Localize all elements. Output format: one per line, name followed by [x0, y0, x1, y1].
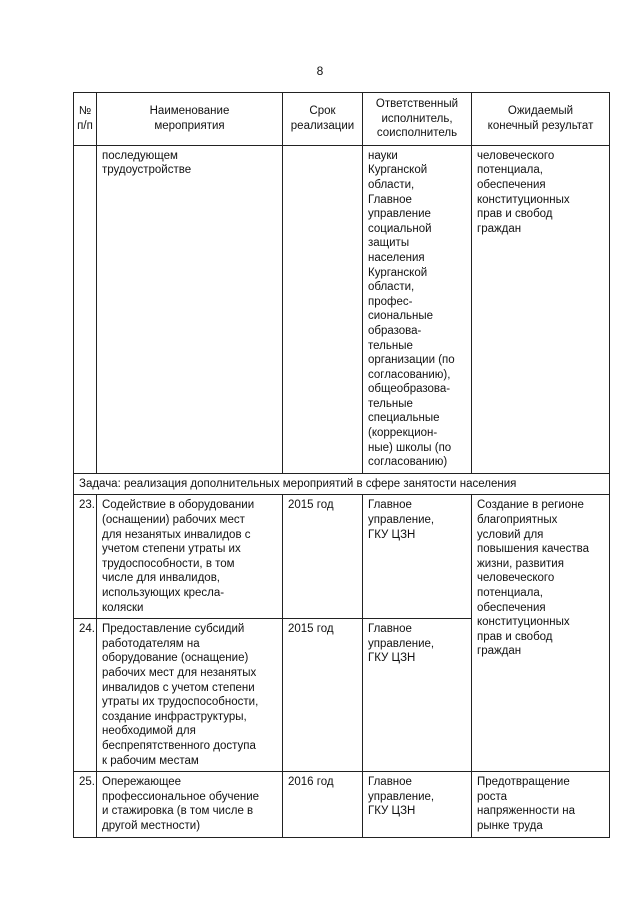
- row-23-executor: Главное управление, ГКУ ЦЗН: [363, 495, 472, 619]
- table-row-continuation: [74, 145, 610, 473]
- header-term: Срок реализации: [283, 93, 363, 146]
- row-25-result: Предотвращение роста напряженности на рынке труда: [472, 772, 610, 837]
- row-25-executor: Главное управление, ГКУ ЦЗН: [363, 772, 472, 837]
- cont-result-cell: человеческого потенциала, обеспечения конституционных прав и свобод граждан: [472, 145, 610, 473]
- table-row-23: [74, 495, 610, 619]
- cont-num-cell: [74, 145, 97, 473]
- row-25-name: Опережающее профессиональное обучение и стажировка (в том числе в другой местности): [97, 772, 283, 837]
- row-23-term: 2015 год: [283, 495, 363, 619]
- row-23-name: Содействие в оборудовании (оснащении) рабочих мест для незанятых инвалидов с учетом степени утраты их трудоспособности, в том числе для инвалидов, использующих кресла- коляски: [97, 495, 283, 619]
- task-row: [74, 473, 610, 495]
- task-heading: Задача: реализация дополнительных мероприятий в сфере занятости населения: [74, 473, 610, 495]
- cont-name-cell: последующем трудоустройстве: [97, 145, 283, 473]
- measures-table: [73, 92, 610, 838]
- header-executor: Ответственный исполнитель, соисполнитель: [363, 93, 472, 146]
- row-25-num: 25.: [74, 772, 97, 837]
- table-row-25: [74, 772, 610, 837]
- row-24-executor: Главное управление, ГКУ ЦЗН: [363, 619, 472, 772]
- cont-executor-cell: науки Курганской области, Главное управление социальной защиты населения Курганской области, профес- сиональные образова- тельные организации (по согласованию), общеобразова- тельные специальные (коррекцион- ные) школы (по согласованию): [363, 145, 472, 473]
- row-25-term: 2016 год: [283, 772, 363, 837]
- header-name: Наименование мероприятия: [97, 93, 283, 146]
- page-number: 8: [316, 64, 324, 78]
- row-24-name: Предоставление субсидий работодателям на оборудование (оснащение) рабочих мест для незанятых инвалидов с учетом степени утраты их трудоспособности, создание инфраструктуры, необходимой для беспрепятственного доступа к рабочим местам: [97, 619, 283, 772]
- rows-23-24-result: Создание в регионе благоприятных условий для повышения качества жизни, развития человеческого потенциала, обеспечения конституционных прав и свобод граждан: [472, 495, 610, 772]
- table-header-row: [74, 93, 610, 146]
- row-23-num: 23.: [74, 495, 97, 619]
- header-num: № п/п: [74, 93, 97, 146]
- row-24-term: 2015 год: [283, 619, 363, 772]
- row-24-num: 24.: [74, 619, 97, 772]
- cont-term-cell: [283, 145, 363, 473]
- header-result: Ожидаемый конечный результат: [472, 93, 610, 146]
